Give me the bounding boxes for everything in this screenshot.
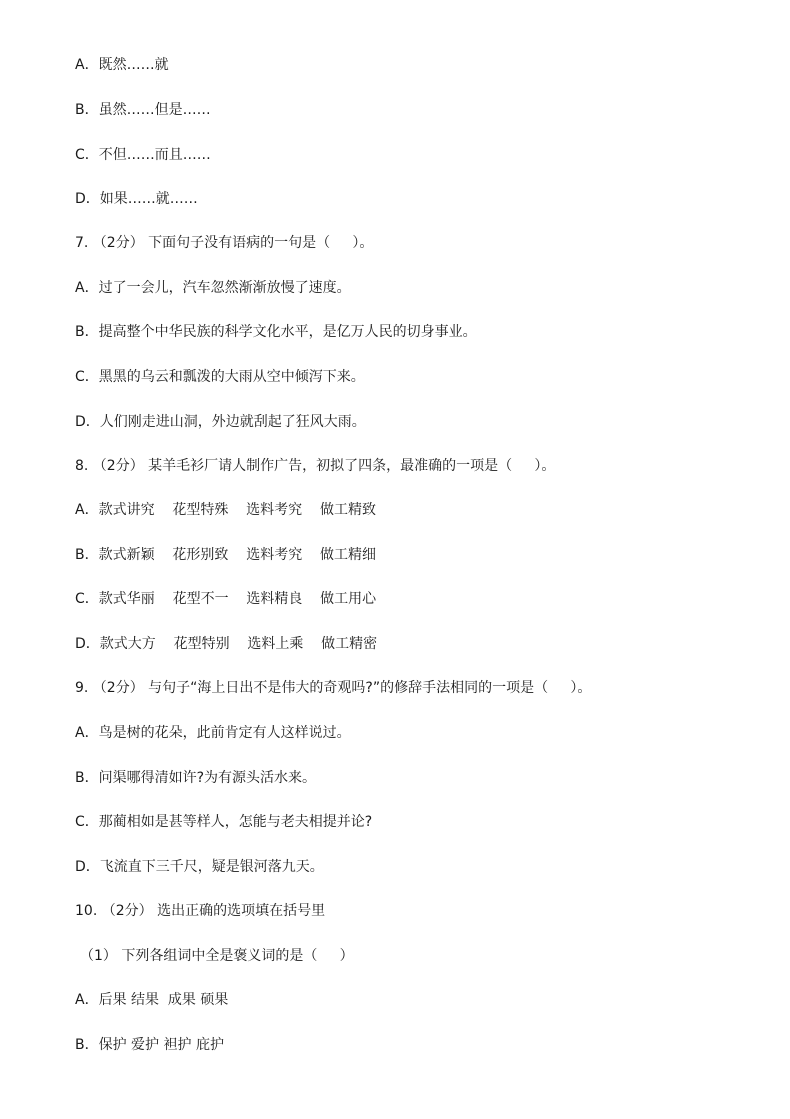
option-c-q7: C．黑黑的乌云和瓢泼的大雨从空中倾泻下来。 [75,369,365,385]
option-a-q6: A．既然……就 [75,57,169,73]
option-c-q8: C．款式华丽 花型不一 选料精良 做工用心 [75,591,377,607]
option-d-q6: D．如果……就…… [75,191,198,207]
option-b-q7: B．提高整个中华民族的科学文化水平，是亿万人民的切身事业。 [75,324,477,340]
option-a-q9: A．鸟是树的花朵，此前肯定有人这样说过。 [75,725,351,741]
question-10: 10. （2分） 选出正确的选项填在括号里 [75,903,326,919]
option-b-q10-1: B．保护 爱护 袒护 庇护 [75,1037,224,1053]
option-b-q6: B．虽然……但是…… [75,102,211,118]
option-b-q9: B．问渠哪得清如许?为有源头活水来。 [75,770,317,786]
option-c-q6: C．不但……而且…… [75,147,211,163]
option-d-q8: D．款式大方 花型特别 选料上乘 做工精密 [75,636,378,652]
option-d-q9: D．飞流直下三千尺，疑是银河落九天。 [75,859,324,875]
option-a-q7: A．过了一会儿，汽车忽然渐渐放慢了速度。 [75,280,351,296]
question-8: 8. （2分） 某羊毛衫厂请人制作广告，初拟了四条，最准确的一项是（ ）。 [75,458,556,474]
question-10-part-1: （1） 下列各组词中全是褒义词的是（ ） [80,948,354,964]
option-c-q9: C．那蔺相如是甚等样人，怎能与老夫相提并论? [75,814,373,830]
option-a-q8: A．款式讲究 花型特殊 选料考究 做工精致 [75,502,376,518]
option-b-q8: B．款式新颖 花形别致 选料考究 做工精细 [75,547,377,563]
option-d-q7: D．人们刚走进山洞，外边就刮起了狂风大雨。 [75,414,366,430]
question-7: 7. （2分） 下面句子没有语病的一句是（ ）。 [75,235,374,251]
question-9: 9. （2分） 与句子“海上日出不是伟大的奇观吗?”的修辞手法相同的一项是（ ）。 [75,680,592,696]
option-a-q10-1: A．后果 结果 成果 硕果 [75,992,229,1008]
